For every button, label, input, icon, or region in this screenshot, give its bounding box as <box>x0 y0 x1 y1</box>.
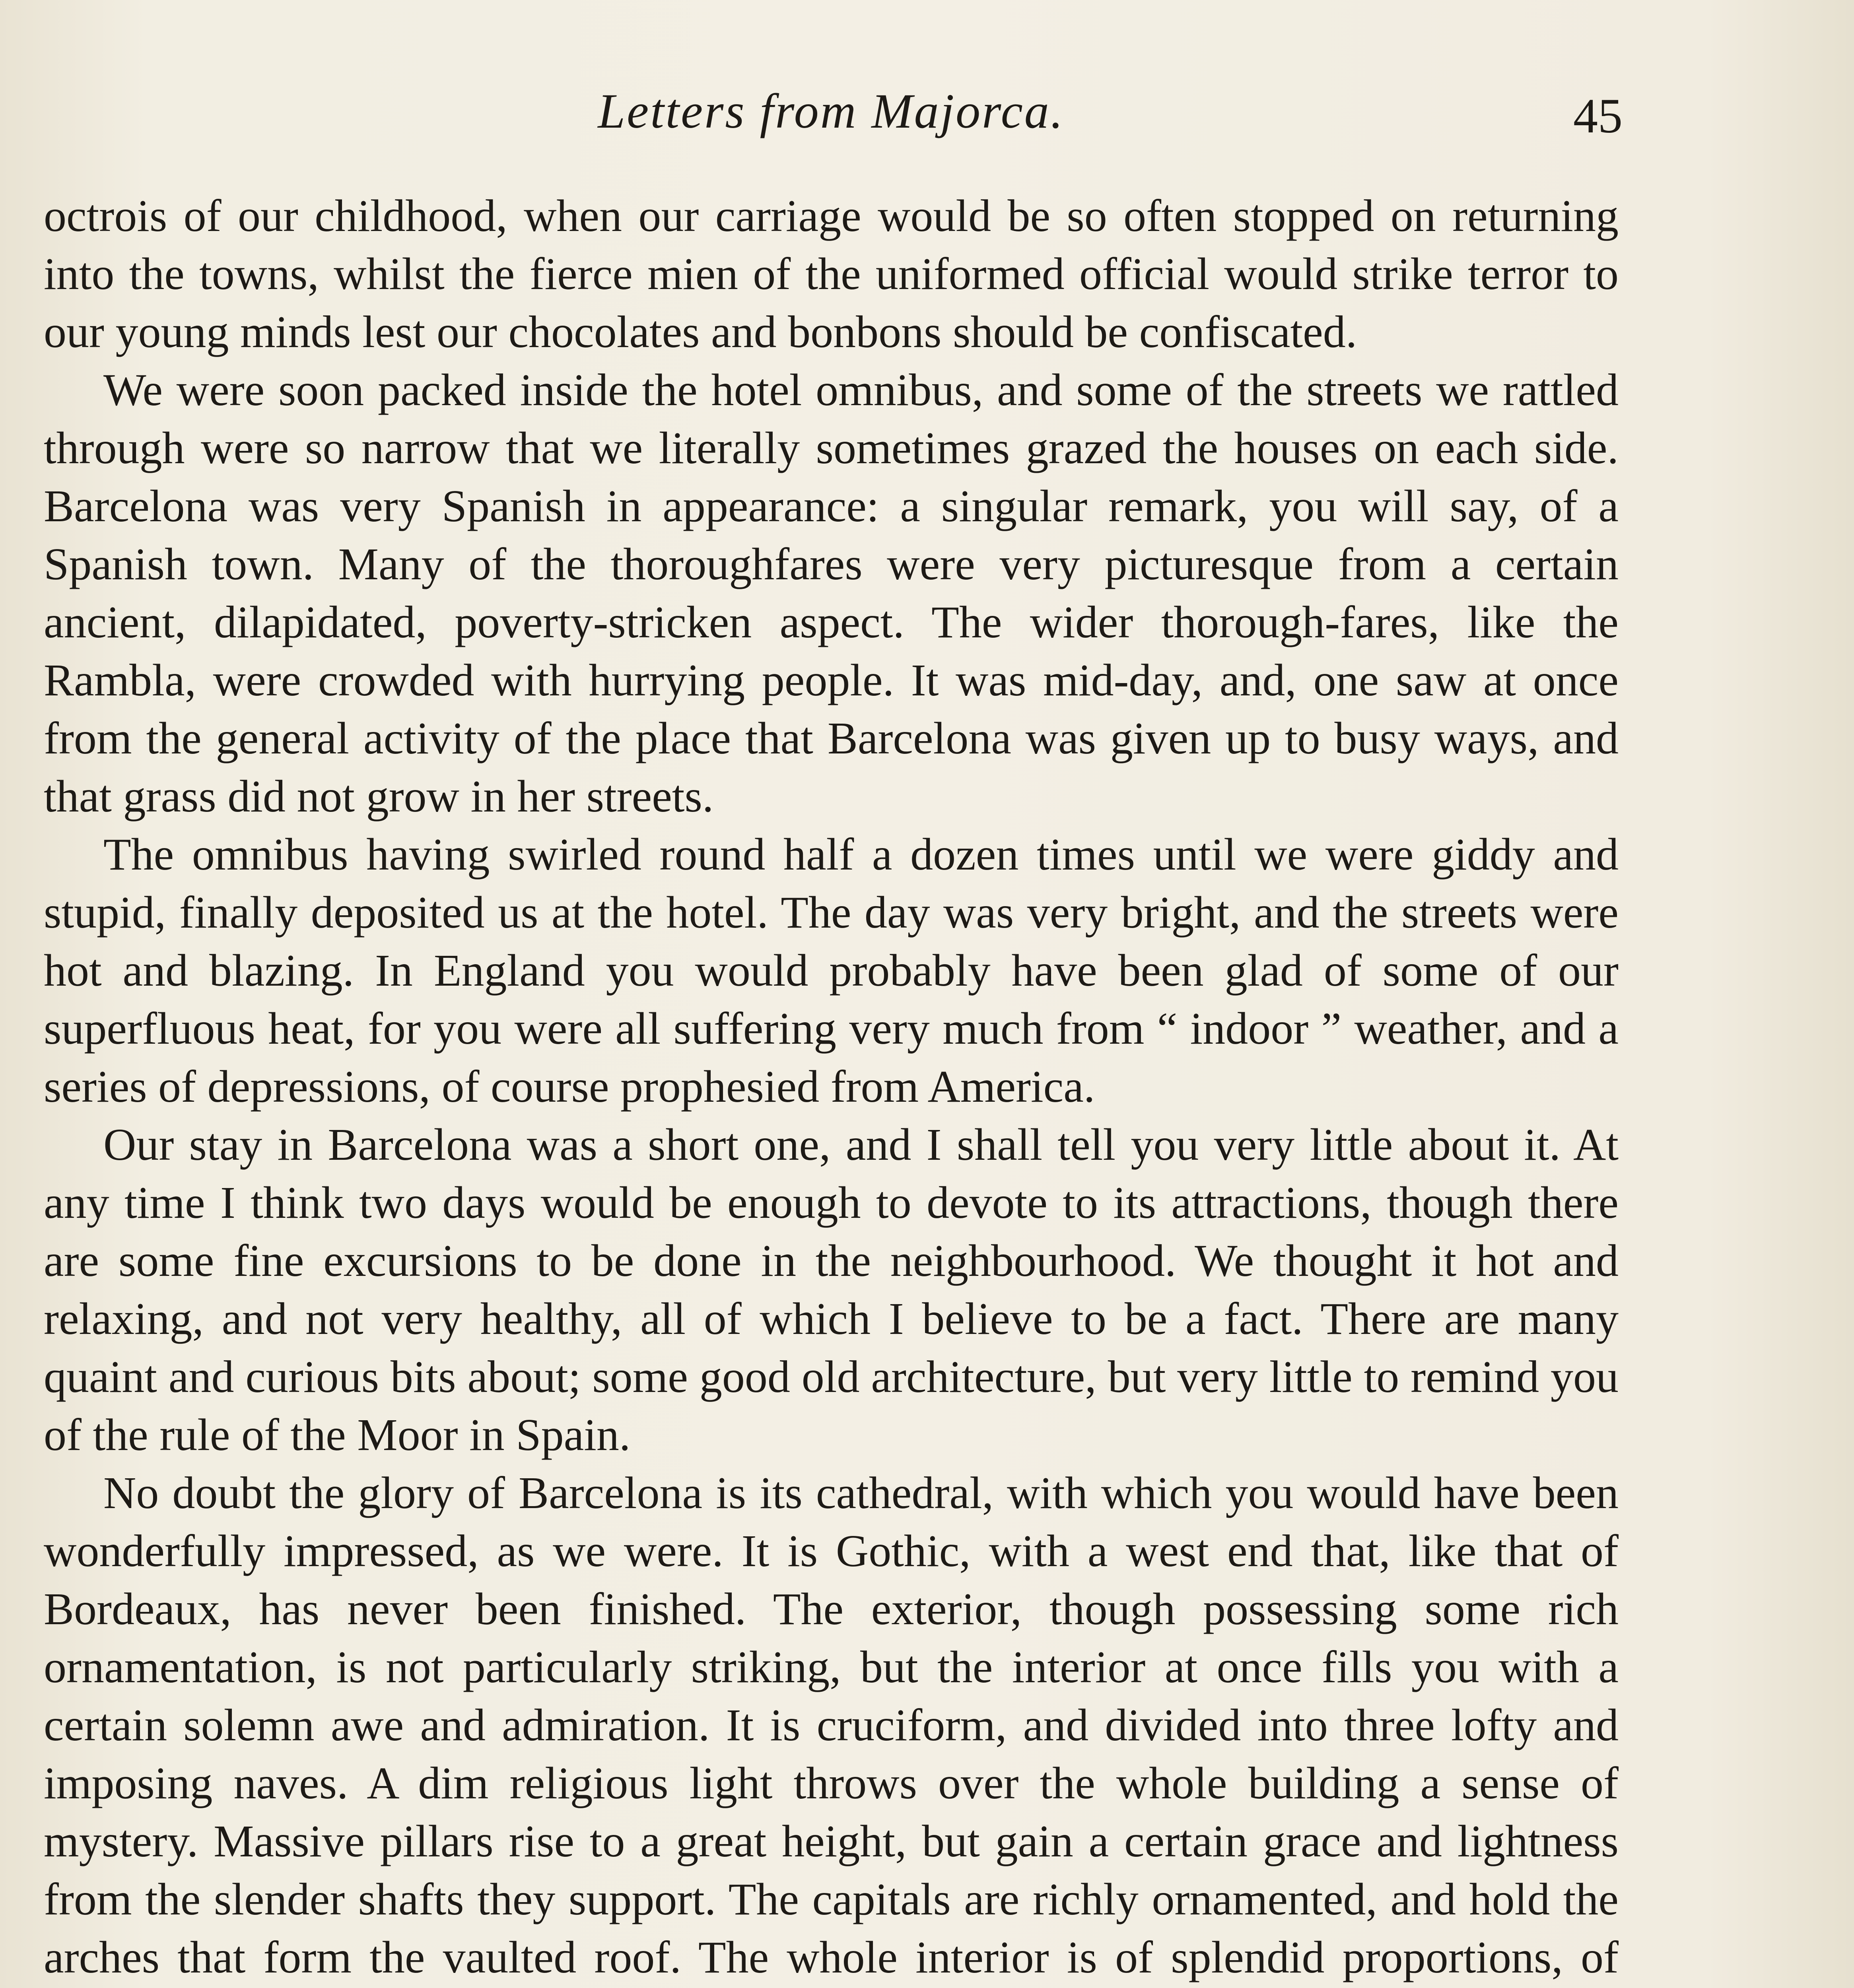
paragraph: Our stay in Barcelona was a short one, and I shall tell you very little about it. At any time I think two days would be enough to devote to its attractions, though there are some fine excursions to be done in the neighbourhood. We thought it hot and relaxing, and not very healthy, all of which I believe to be a fact. There are many quaint and curious bits about; some good old architecture, but very little to remind you of the rule of the Moor in Spain. <box>44 1119 1619 1460</box>
paragraph-continued: octrois of our childhood, when our carriage would be so often stopped on returning into the towns, whilst the fierce mien of the uniformed official would strike terror to our young minds lest our chocolates and bonbons should be confiscated. <box>44 190 1619 357</box>
paragraph: The omnibus having swirled round half a dozen times until we were giddy and stupid, finally deposited us at the hotel. The day was very bright, and the streets were hot and blazing. In England you would probably have been glad of some of our superfluous heat, for you were all suffering very much from “ indoor ” weather, and a series of depressions, of course prophesied from America. <box>44 829 1619 1112</box>
paragraph: We were soon packed inside the hotel omnibus, and some of the streets we rattled through were so narrow that we literally sometimes grazed the houses on each side. Barcelona was very Spanish in appearance: a singular remark, you will say, of a Spanish town. Many of the thoroughfares were very picturesque from a certain ancient, dilapidated, poverty-stricken aspect. The wider thorough-fares, like the Rambla, were crowded with hurrying people. It was mid-day, and, one saw at once from the general activity of the place that Barcelona was given up to busy ways, and that grass did not grow in her streets. <box>44 365 1619 821</box>
running-title: Letters from Majorca. <box>598 84 1065 138</box>
page-number: 45 <box>1573 89 1623 143</box>
body-text <box>44 187 1619 1988</box>
paragraph: No doubt the glory of Barcelona is its cathedral, with which you would have been wonderfully impressed, as we were. It is Gothic, with a west end that, like that of Bordeaux, has never been finished. The exterior, though possessing some rich ornamentation, is not particularly striking, but the interior at once fills you with a certain solemn awe and admiration. It is cruciform, and divided into three lofty and imposing naves. A dim religious light throws over the whole building a sense of mystery. Massive pillars rise to a great height, but gain a certain grace and lightness from the slender shafts they support. The capitals are richly ornamented, and hold the arches that form the vaulted roof. The whole interior is of splendid proportions, of <box>44 1468 1619 1982</box>
page-header <box>44 76 1623 147</box>
